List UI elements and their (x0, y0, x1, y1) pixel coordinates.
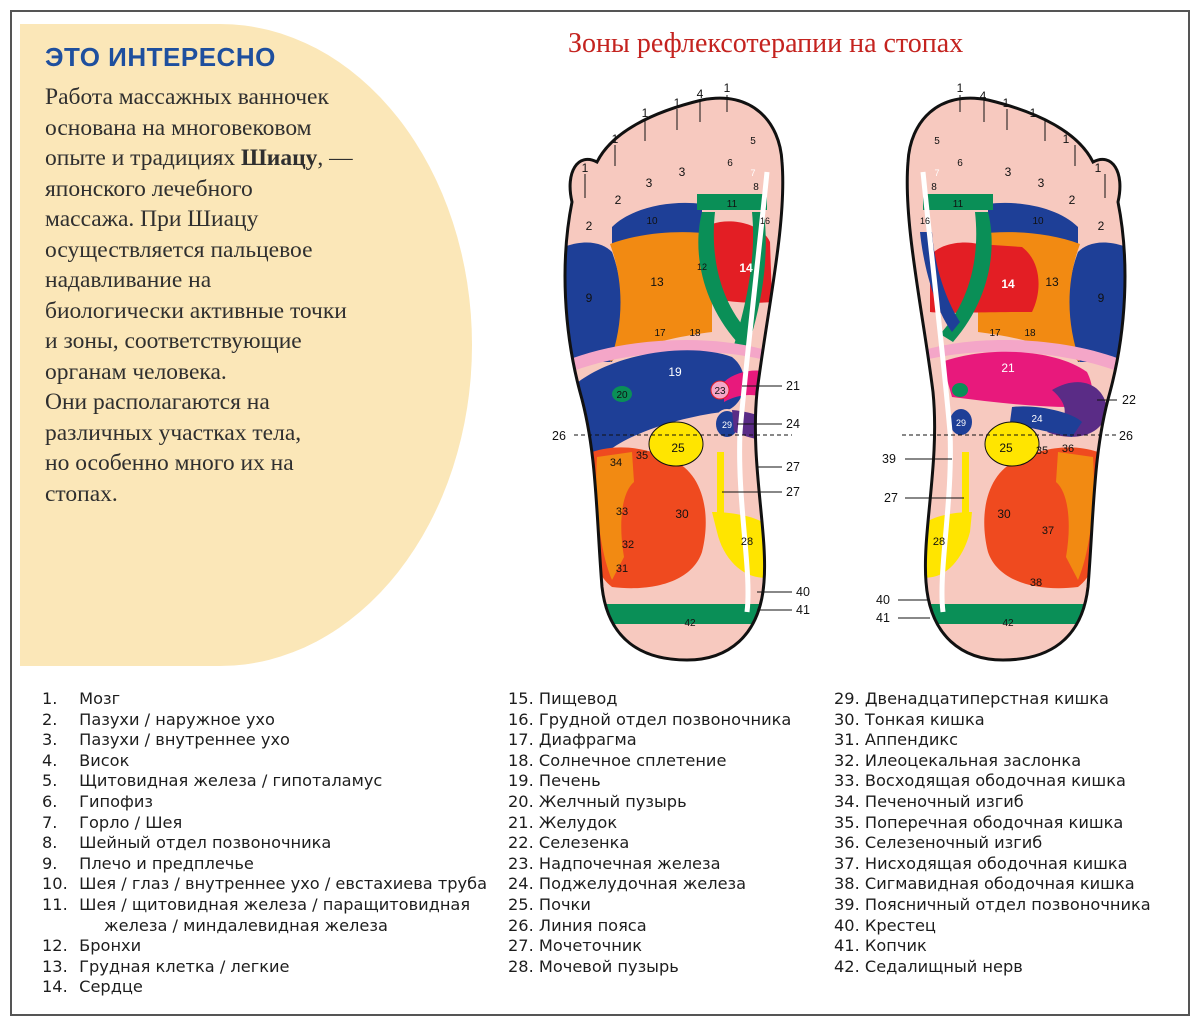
right-zone-27 (962, 452, 969, 522)
left-label-8: 8 (753, 182, 759, 193)
right-label-42: 42 (1002, 618, 1014, 629)
legend-item (508, 874, 791, 895)
left-callout-26: 26 (552, 429, 566, 443)
right-callout-27: 27 (884, 491, 898, 505)
legend-item-text: Печеночный изгиб (864, 791, 1024, 811)
legend-item (42, 751, 487, 772)
legend-item (42, 936, 487, 957)
right-label-14: 14 (1001, 277, 1015, 291)
right-zone-42 (918, 604, 1118, 624)
legend-item-text: Щитовидная железа / гипоталамус (79, 771, 383, 791)
right-label-7: 7 (934, 168, 940, 178)
legend-item-text: Желудок (538, 812, 618, 832)
left-zone-27 (717, 452, 724, 522)
legend-item-text: Гипофиз (79, 791, 154, 811)
legend-item (42, 813, 487, 834)
legend-item-number: 16. (508, 709, 534, 729)
legend-item-text: Поджелудочная железа (538, 874, 747, 894)
left-label-28: 28 (740, 536, 754, 548)
legend-item-number: 12. (42, 936, 68, 956)
legend-item-text: Плечо и предплечье (79, 853, 254, 873)
legend-item-text: Илеоцекальная заслонка (864, 750, 1082, 770)
info-box-title: ЭТО ИНТЕРЕСНО (45, 42, 276, 72)
legend-item-text: Мозг (79, 689, 121, 708)
left-callout-41: 41 (796, 603, 810, 617)
legend-item (42, 730, 487, 751)
legend-item-number: 24. (508, 874, 534, 894)
left-label-32: 32 (621, 539, 635, 551)
legend-item-number: 2. (42, 709, 58, 729)
right-callout-26: 26 (1119, 429, 1133, 443)
left-label-12: 12 (696, 262, 708, 272)
legend-item (42, 833, 487, 854)
legend-item-text: Горло / Шея (79, 812, 183, 832)
left-label-16: 16 (759, 216, 771, 226)
left-toe-num-4: 4 (696, 87, 704, 101)
legend-item-number: 34. (834, 791, 860, 811)
left-label-33: 33 (615, 506, 629, 518)
legend-item-text: Восходящая ободочная кишка (864, 771, 1126, 791)
left-label-9: 9 (585, 291, 593, 305)
legend-item (508, 730, 791, 751)
legend-item-number: 11. (42, 894, 68, 914)
left-label-42: 42 (684, 618, 696, 629)
legend-item (834, 833, 1151, 854)
legend-item (834, 771, 1151, 792)
right-callout-41: 41 (876, 611, 890, 625)
legend-item-text: Поясничный отдел позвоночника (864, 894, 1151, 914)
left-label-35: 35 (635, 450, 649, 462)
legend-item (508, 689, 791, 710)
left-label-20: 20 (616, 390, 628, 401)
left-label-10: 10 (646, 216, 658, 227)
legend-item-number: 22. (508, 833, 534, 853)
right-label-21: 21 (1001, 361, 1015, 375)
page-frame (10, 10, 1190, 1016)
legend-item-number: 1. (42, 689, 58, 708)
legend-item (834, 936, 1151, 957)
legend-item (42, 792, 487, 813)
legend-item-number: 38. (834, 874, 860, 894)
right-label-2b: 2 (1068, 193, 1076, 207)
left-label-3b: 3 (678, 165, 686, 179)
left-label-25: 25 (671, 441, 685, 455)
left-label-5: 5 (750, 136, 756, 147)
legend-item-text: железа / миндалевидная железа (104, 915, 388, 935)
legend-item-text: Бронхи (79, 936, 142, 956)
info-text-part-1: Работа массажных ванночек основана на многовековом опыте и традициях (45, 84, 329, 171)
legend-item (508, 854, 791, 875)
legend-item (834, 895, 1151, 916)
left-label-17: 17 (654, 328, 666, 339)
legend-item (508, 833, 791, 854)
right-foot (876, 81, 1138, 660)
legend-item-text: Шея / щитовидная железа / паращитовидная (79, 894, 471, 914)
right-label-11: 11 (952, 199, 964, 210)
legend-item (834, 730, 1151, 751)
legend-item-number: 8. (42, 833, 58, 853)
right-label-8: 8 (931, 182, 937, 193)
left-callout-27a: 27 (786, 460, 800, 474)
legend-item (834, 813, 1151, 834)
right-label-29: 29 (955, 418, 967, 428)
right-label-2: 2 (1097, 219, 1105, 233)
legend-item-number: 10. (42, 874, 68, 894)
right-label-24: 24 (1031, 414, 1043, 425)
legend-item-number: 33. (834, 771, 860, 791)
left-label-14: 14 (739, 261, 753, 275)
info-text-bold: Шиацу (241, 145, 318, 171)
right-label-16: 16 (919, 216, 931, 226)
legend-item-text: Грудной отдел позвоночника (538, 709, 792, 729)
left-toe-num-1a: 1 (581, 161, 589, 175)
legend-item (834, 689, 1151, 710)
right-label-3: 3 (1037, 176, 1045, 190)
legend-item-number: 27. (508, 936, 534, 956)
legend-item (508, 792, 791, 813)
left-label-23: 23 (714, 386, 726, 397)
left-toe-num-1d: 1 (673, 96, 681, 110)
left-label-2: 2 (585, 219, 593, 233)
legend-column-2 (508, 689, 791, 977)
right-label-38: 38 (1029, 577, 1043, 589)
right-label-5: 5 (934, 136, 940, 147)
legend-item-number: 9. (42, 853, 58, 873)
legend-item (42, 895, 487, 916)
left-toe-num-1b: 1 (611, 132, 619, 146)
left-label-6: 6 (727, 158, 733, 169)
left-label-18: 18 (689, 328, 701, 339)
legend-item (42, 977, 487, 998)
foot-zones-diagram (12, 12, 1188, 692)
right-callout-22: 22 (1122, 393, 1136, 407)
right-label-9: 9 (1097, 291, 1105, 305)
legend-item-number: 42. (834, 956, 860, 976)
legend-item-text: Копчик (864, 936, 927, 956)
legend-item-number: 4. (42, 750, 58, 770)
right-label-10: 10 (1032, 216, 1044, 227)
left-label-29: 29 (721, 420, 733, 430)
legend-item-text: Селезеночный изгиб (864, 833, 1043, 853)
right-toe-num-4: 4 (979, 89, 987, 103)
legend-item (834, 916, 1151, 937)
right-callout-40: 40 (876, 593, 890, 607)
legend-item-text: Печень (538, 771, 601, 791)
legend-item (834, 792, 1151, 813)
legend-item-number: 25. (508, 894, 534, 914)
legend-item-text: Двенадцатиперстная кишка (864, 689, 1109, 708)
legend-item-number: 28. (508, 956, 534, 976)
legend-item (508, 895, 791, 916)
legend-item-number: 37. (834, 853, 860, 873)
legend-item (42, 874, 487, 895)
legend-item-number: 7. (42, 812, 58, 832)
left-callout-24: 24 (786, 417, 800, 431)
right-toe-num-1b: 1 (1062, 132, 1070, 146)
left-label-3: 3 (645, 176, 653, 190)
right-label-30: 30 (997, 507, 1011, 521)
legend-item-number: 21. (508, 812, 534, 832)
left-label-19: 19 (668, 365, 682, 379)
legend-item (834, 710, 1151, 731)
legend-item-number: 39. (834, 894, 860, 914)
legend-item-number: 32. (834, 750, 860, 770)
left-label-11: 11 (726, 199, 738, 210)
legend-item-number: 40. (834, 915, 860, 935)
legend-item-text: Почки (538, 894, 591, 914)
legend-item (508, 710, 791, 731)
legend-item (508, 936, 791, 957)
left-label-34: 34 (609, 457, 623, 469)
legend-item (834, 874, 1151, 895)
legend-item-text: Сигмавидная ободочная кишка (864, 874, 1135, 894)
legend-item-number: 41. (834, 936, 860, 956)
legend-item (834, 854, 1151, 875)
legend-item-text: Надпочечная железа (538, 853, 721, 873)
right-label-37: 37 (1041, 525, 1055, 537)
legend-item-number: 26. (508, 915, 534, 935)
right-label-36: 36 (1061, 443, 1075, 455)
left-label-13: 13 (650, 275, 664, 289)
right-label-28: 28 (932, 536, 946, 548)
right-label-3b: 3 (1004, 165, 1012, 179)
left-toe-num-1e: 1 (723, 81, 731, 95)
legend-item (42, 771, 487, 792)
right-toe-num-1c: 1 (1029, 106, 1037, 120)
legend-item-text: Мочевой пузырь (538, 956, 679, 976)
legend-item-number: 23. (508, 853, 534, 873)
diagram-title: Зоны рефлексотерапии на стопах (568, 28, 964, 59)
legend-item (42, 916, 487, 937)
legend-item-text: Диафрагма (538, 730, 637, 750)
left-foot (552, 81, 810, 660)
legend-item-text: Пазухи / внутреннее ухо (79, 730, 290, 750)
legend-item-text: Селезенка (538, 833, 630, 853)
legend-item-number: 36. (834, 833, 860, 853)
right-toe-num-1e: 1 (956, 81, 964, 95)
right-label-35: 35 (1035, 445, 1049, 457)
legend-item-text: Мочеточник (538, 936, 643, 956)
legend-item (834, 957, 1151, 978)
right-zone-20 (952, 383, 968, 397)
left-callout-21: 21 (786, 379, 800, 393)
legend-item (834, 751, 1151, 772)
legend-item (508, 957, 791, 978)
legend-item-text: Аппендикс (864, 730, 959, 750)
legend-item-text: Тонкая кишка (864, 709, 985, 729)
legend-item-number: 5. (42, 771, 58, 791)
legend-item (42, 854, 487, 875)
legend-item (508, 813, 791, 834)
legend-item-text: Грудная клетка / легкие (79, 956, 290, 976)
legend-item (42, 710, 487, 731)
legend-item-text: Висок (79, 750, 130, 770)
legend-item-text: Линия пояса (538, 915, 647, 935)
info-text-part-2: , — японского лечебного массажа. При Шиацу осуществляется пальцевое надавливание на биологически активные точки и зоны, соответствующие органам человека. Они располагаются на различных участках тела, но особенно много их на стопах. (45, 145, 353, 507)
legend-column-3 (834, 689, 1151, 977)
left-label-31: 31 (615, 563, 629, 575)
right-toe-num-1d: 1 (1002, 96, 1010, 110)
right-callout-39: 39 (882, 452, 896, 466)
legend-item-text: Солнечное сплетение (538, 750, 727, 770)
right-label-6: 6 (957, 158, 963, 169)
left-zone-42 (572, 604, 772, 624)
legend-column-1 (42, 689, 487, 998)
legend-item-text: Сердце (79, 977, 143, 997)
legend-item-number: 19. (508, 771, 534, 791)
legend-item-text: Нисходящая ободочная кишка (864, 853, 1128, 873)
legend-item-number: 3. (42, 730, 58, 750)
legend-item-number: 13. (42, 956, 68, 976)
right-toe-num-1a: 1 (1094, 161, 1102, 175)
legend-item-number: 17. (508, 730, 534, 750)
legend-item-text: Седалищный нерв (864, 956, 1023, 976)
legend-item-text: Желчный пузырь (538, 791, 687, 811)
legend-item (42, 689, 487, 710)
legend-item-text: Пищевод (538, 689, 618, 708)
legend-item-number: 20. (508, 791, 534, 811)
legend-item-text: Шея / глаз / внутреннее ухо / евстахиева труба (79, 874, 488, 894)
legend-item-number: 31. (834, 730, 860, 750)
legend-item-number: 35. (834, 812, 860, 832)
right-label-17: 17 (989, 328, 1001, 339)
legend-item (508, 771, 791, 792)
legend-item-number: 14. (42, 977, 68, 997)
legend-item (42, 957, 487, 978)
left-label-7: 7 (750, 168, 756, 178)
legend-item (508, 751, 791, 772)
legend-item-number: 30. (834, 709, 860, 729)
legend-item-text: Поперечная ободочная кишка (864, 812, 1124, 832)
legend-item-text: Пазухи / наружное ухо (79, 709, 275, 729)
legend-item-number: 6. (42, 791, 58, 811)
legend-item-number: 18. (508, 750, 534, 770)
legend-item-text: Крестец (864, 915, 936, 935)
left-label-2b: 2 (614, 193, 622, 207)
right-label-25: 25 (999, 441, 1013, 455)
left-label-30: 30 (675, 507, 689, 521)
legend-item (508, 916, 791, 937)
legend-item-number: 29. (834, 689, 860, 708)
left-toe-num-1c: 1 (641, 106, 649, 120)
legend-item-text: Шейный отдел позвоночника (79, 833, 332, 853)
left-callout-27b: 27 (786, 485, 800, 499)
right-label-13: 13 (1045, 275, 1059, 289)
right-label-18: 18 (1024, 328, 1036, 339)
legend-item-number: 15. (508, 689, 534, 708)
left-callout-40: 40 (796, 585, 810, 599)
